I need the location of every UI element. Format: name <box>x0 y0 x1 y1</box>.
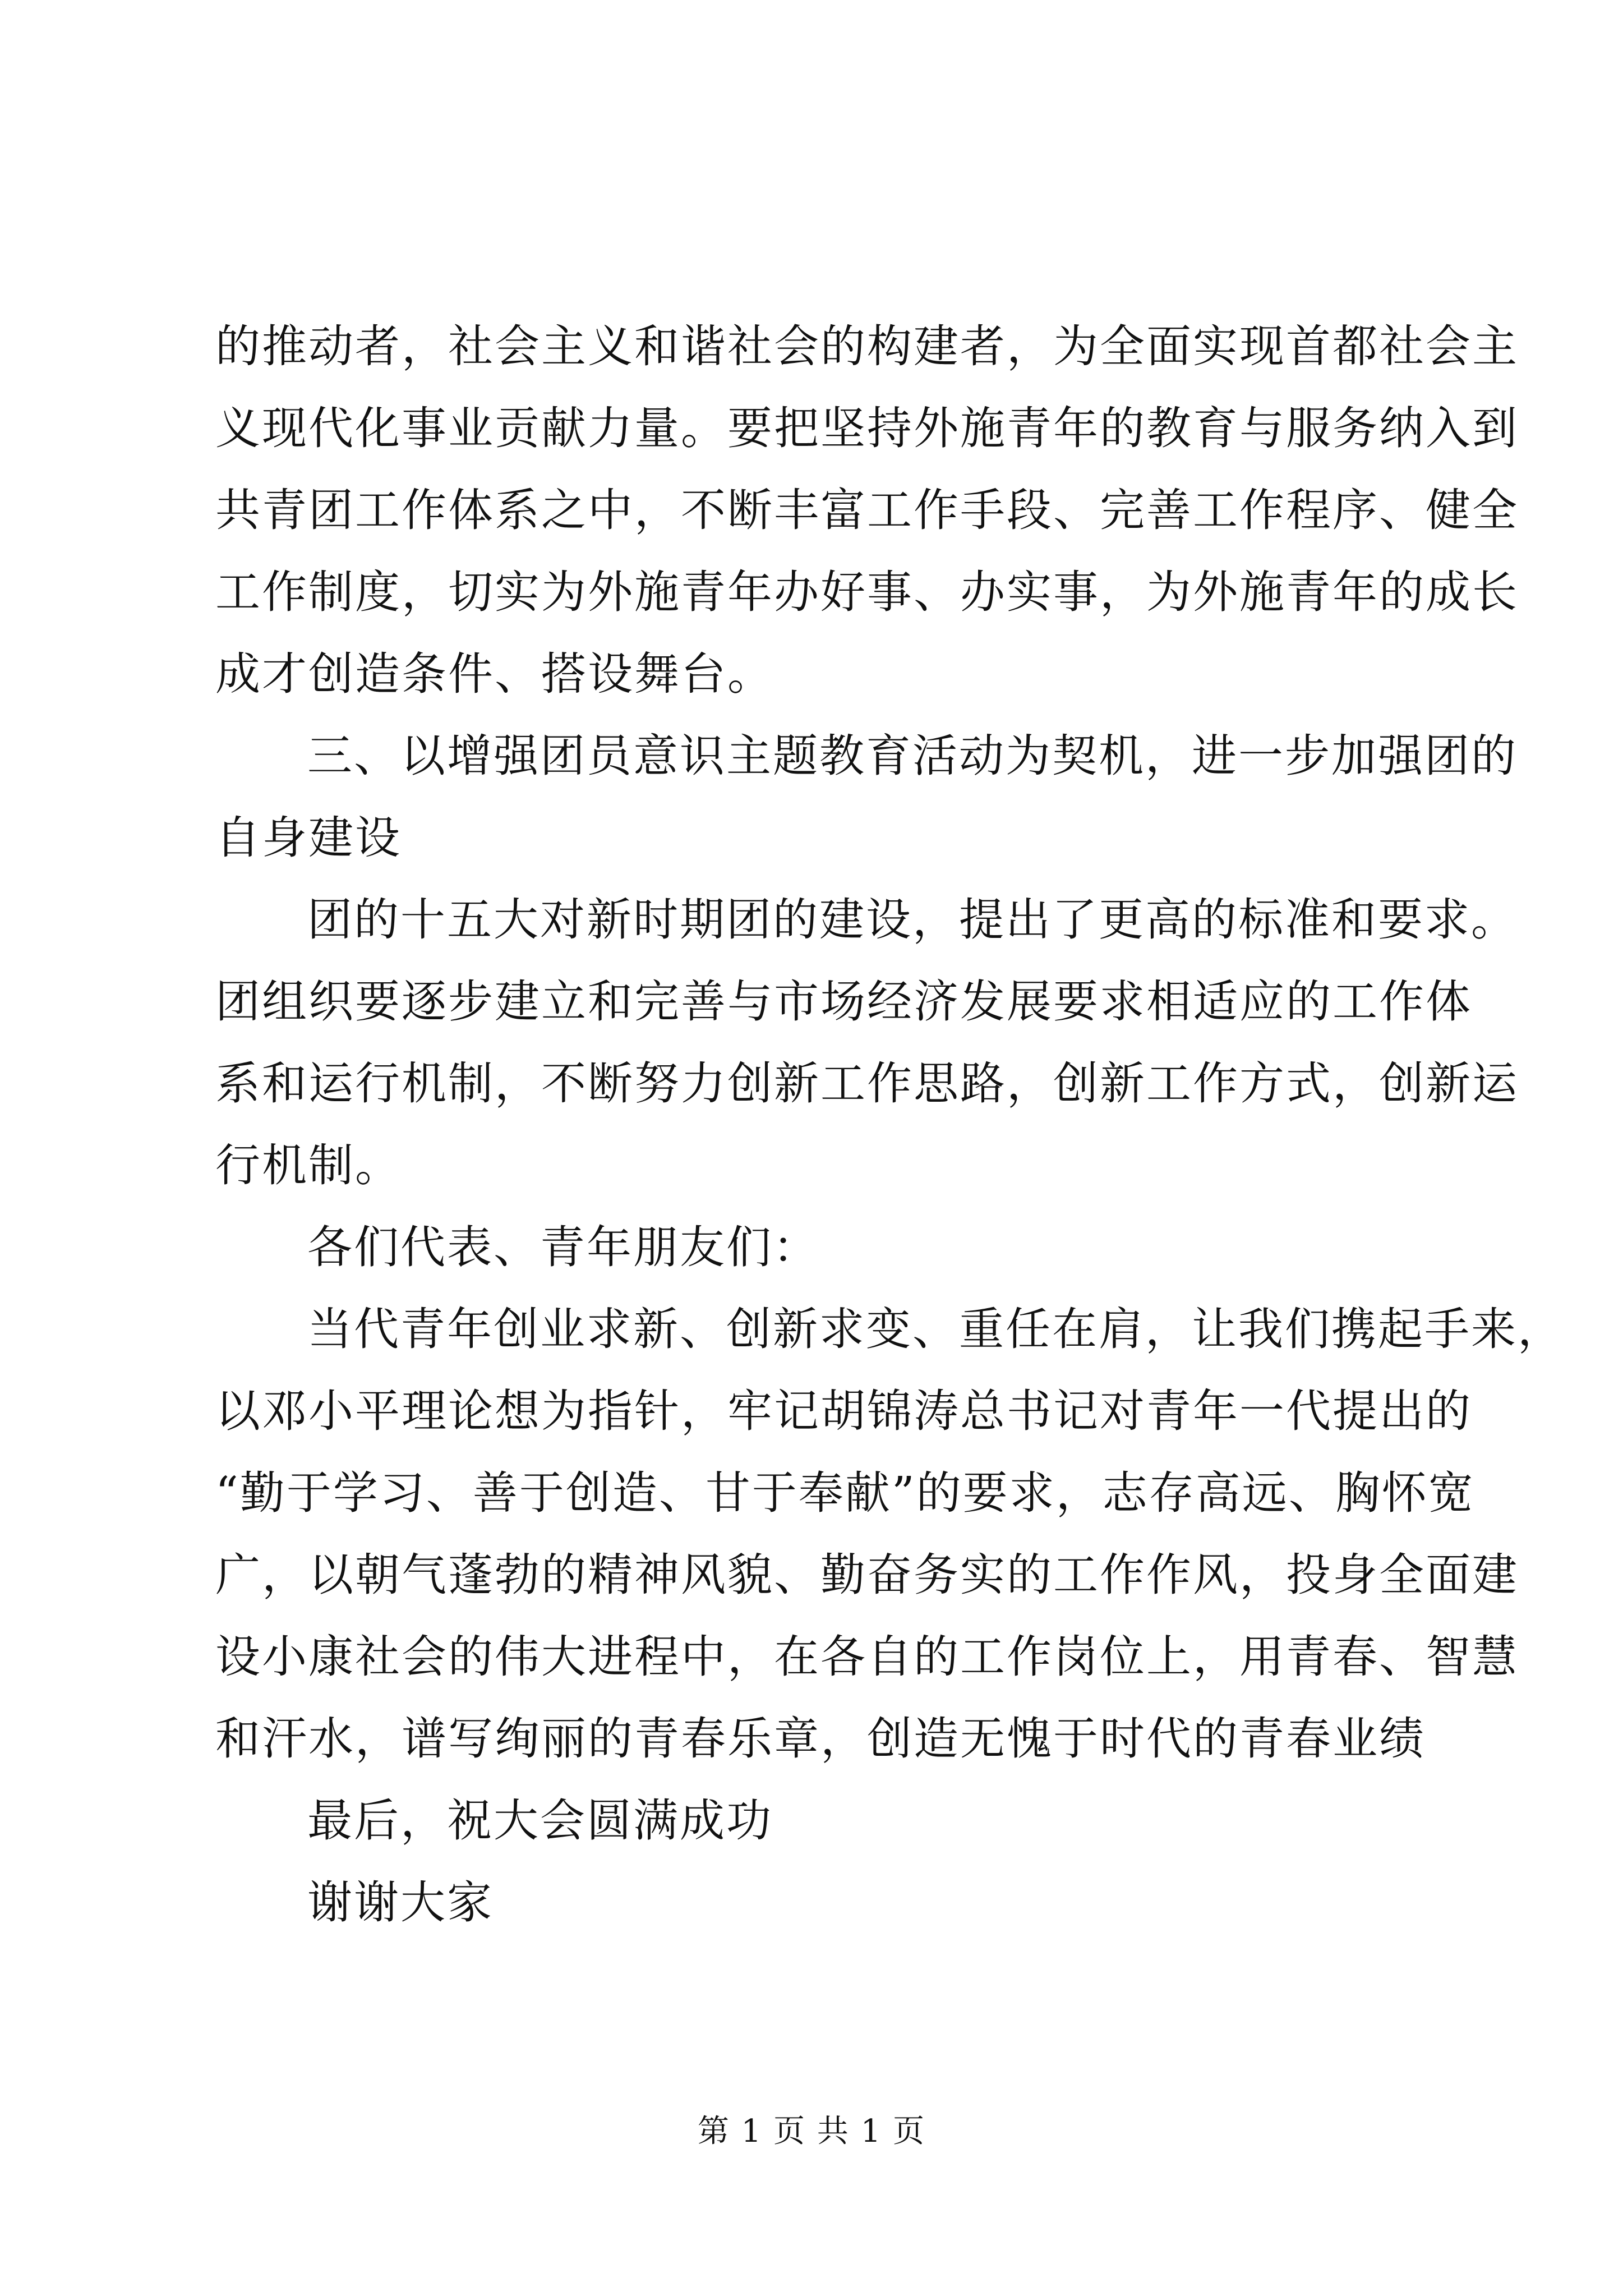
text-line: 和汗水，谱写绚丽的青春乐章，创造无愧于时代的青春业绩 <box>215 1713 1426 1765</box>
text-line: 设小康社会的伟大进程中，在各自的工作岗位上，用青春、智慧 <box>215 1631 1519 1683</box>
text-line: 行机制。 <box>215 1139 402 1191</box>
text-line: 义现代化事业贡献力量。要把坚持外施青年的教育与服务纳入到 <box>215 402 1519 454</box>
text-line: “勤于学习、善于创造、甘于奉献”的要求，志存高远、胸怀宽 <box>215 1467 1475 1519</box>
text-line: 广，以朝气蓬勃的精神风貌、勤奋务实的工作作风，投身全面建 <box>215 1549 1519 1601</box>
text-line: 团组织要逐步建立和完善与市场经济发展要求相适应的工作体 <box>215 976 1472 1028</box>
text-line: 当代青年创业求新、创新求变、重任在肩，让我们携起手来， <box>307 1303 1564 1355</box>
document-body <box>215 306 1564 1944</box>
text-line: 的推动者，社会主义和谐社会的构建者，为全面实现首都社会主 <box>215 320 1519 372</box>
text-line: 成才创造条件、搭设舞台。 <box>215 648 774 700</box>
section-heading-continued: 自身建设 <box>215 812 402 864</box>
text-line: 以邓小平理论想为指针，牢记胡锦涛总书记对青年一代提出的 <box>215 1385 1472 1437</box>
text-line: 团的十五大对新时期团的建设，提出了更高的标准和要求。 <box>307 894 1518 946</box>
section-heading: 三、以增强团员意识主题教育活动为契机，进一步加强团的 <box>307 730 1518 782</box>
text-line: 共青团工作体系之中，不断丰富工作手段、完善工作程序、健全 <box>215 484 1519 536</box>
page-footer: 第 1 页 共 1 页 <box>697 2113 926 2150</box>
text-line: 工作制度，切实为外施青年办好事、办实事，为外施青年的成长 <box>215 566 1519 618</box>
closing-thanks: 谢谢大家 <box>307 1876 494 1929</box>
salutation: 各们代表、青年朋友们： <box>307 1221 819 1273</box>
closing-wish: 最后，祝大会圆满成功 <box>307 1795 773 1847</box>
text-line: 系和运行机制，不断努力创新工作思路，创新工作方式，创新运 <box>215 1057 1519 1110</box>
